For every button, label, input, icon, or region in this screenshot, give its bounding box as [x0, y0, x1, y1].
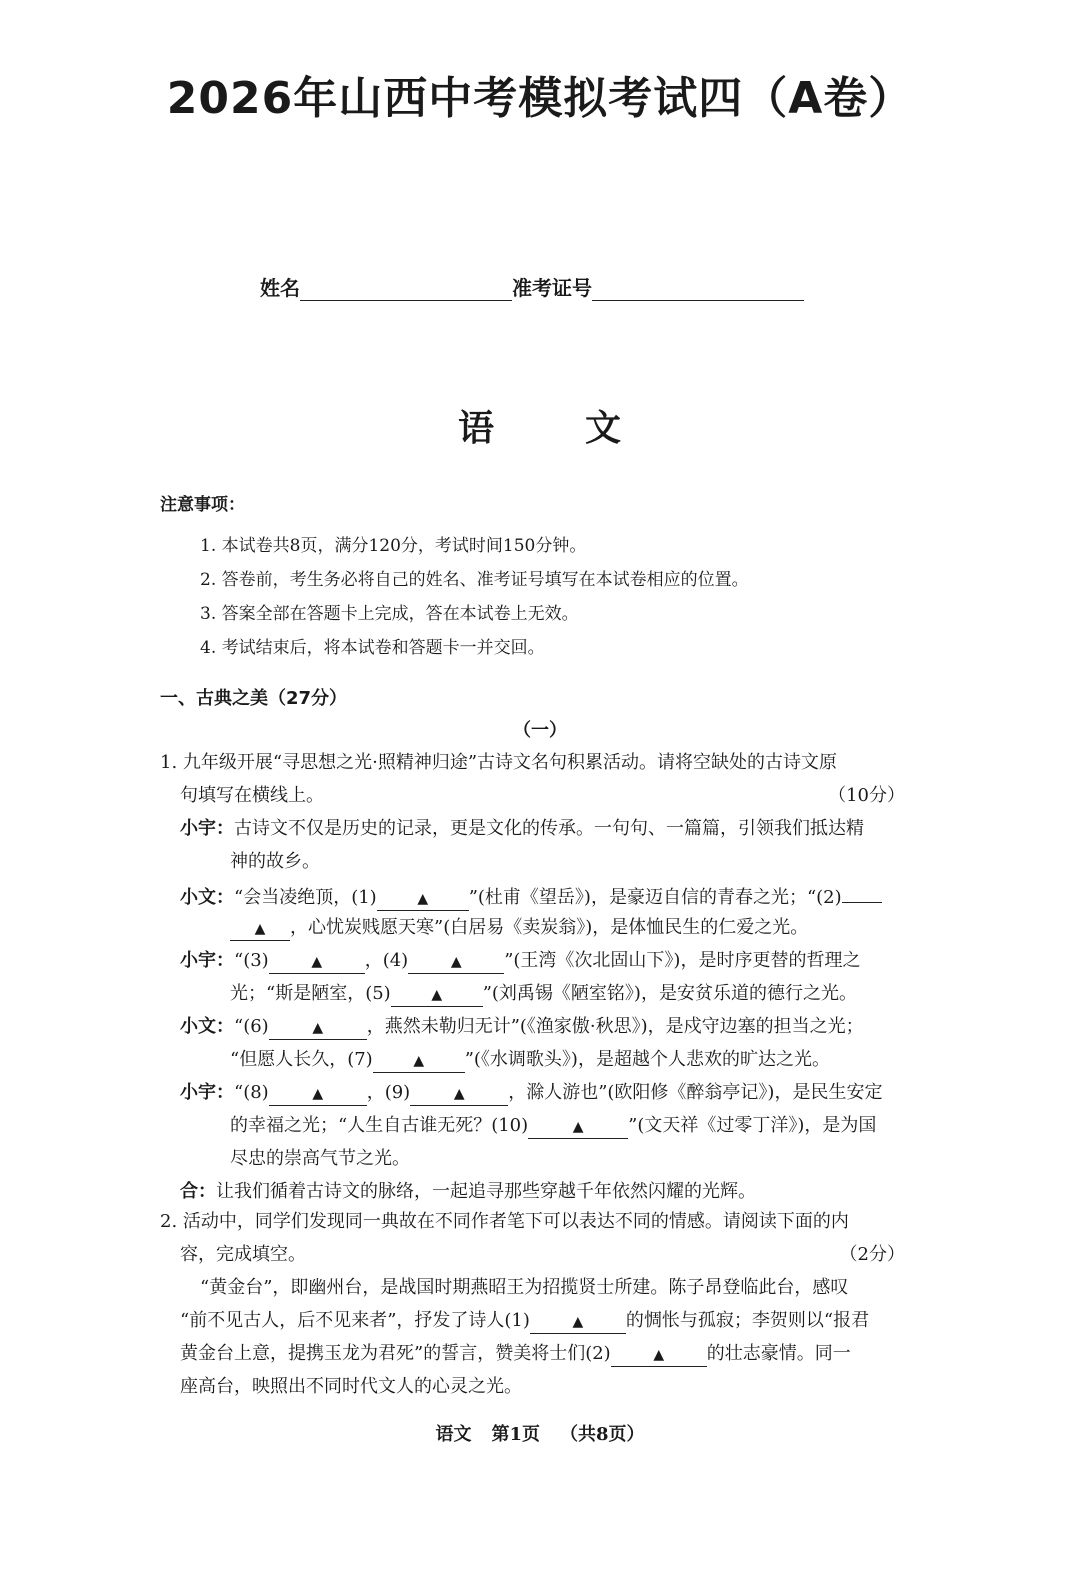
answer-blank-q2-2[interactable] [611, 1342, 707, 1367]
dialogue-text: 让我们循着古诗文的脉络，一起追寻那些穿越千年依然闪耀的光辉。 [216, 1181, 756, 1202]
subject-char-1: 语 [457, 407, 495, 449]
question-score: （10分） [828, 785, 905, 806]
blank-marker-icon: ▲ [572, 1314, 584, 1330]
footer-page: 第1页 [491, 1424, 540, 1445]
answer-blank-5[interactable] [391, 982, 483, 1007]
dialogue-line [160, 1076, 905, 1109]
notice-item: 1. 本试卷共8页，满分120分，考试时间150分钟。 [200, 536, 587, 556]
speaker-label: 合： [180, 1181, 216, 1202]
passage-line [160, 1337, 905, 1370]
dialogue-text: ”(《水调歌头》)，是超越个人悲欢的旷达之光。 [464, 1049, 830, 1070]
dialogue-text: “(6) [234, 1016, 269, 1037]
question-text: 句填写在横线上。 [180, 785, 324, 806]
dialogue-text: 尽忠的崇高气节之光。 [230, 1148, 410, 1169]
subject-title [0, 400, 1080, 451]
notice-item: 4. 考试结束后，将本试卷和答题卡一并交回。 [200, 638, 545, 658]
id-line [592, 278, 804, 301]
dialogue-text: ，滁人游也”(欧阳修《醉翁亭记》)，是民生安定 [508, 1082, 883, 1103]
speaker-label: 小宇： [180, 1082, 234, 1103]
dialogue-text: “(8) [234, 1082, 269, 1103]
question-text-line2 [160, 779, 905, 812]
dialogue-line [160, 812, 905, 845]
answer-blank-2[interactable] [842, 878, 882, 903]
blank-marker-icon: ▲ [254, 921, 266, 937]
answer-blank-2-cont[interactable] [230, 916, 290, 941]
question-text: 1. 九年级开展“寻思想之光·照精神归途”古诗文名句积累活动。请将空缺处的古诗文原 [160, 752, 838, 773]
dialogue-line [160, 944, 905, 977]
dialogue-text: ，(4) [364, 950, 409, 971]
exam-title: 2026年山西中考模拟考试四（A卷） [166, 73, 914, 124]
dialogue-text: ”(王湾《次北固山下》)，是时序更替的哲理之 [504, 950, 861, 971]
passage-text: 的惆怅与孤寂；李贺则以“报君 [625, 1310, 870, 1331]
speaker-label: 小文： [180, 887, 234, 908]
notice-item: 3. 答案全部在答题卡上完成，答在本试卷上无效。 [200, 604, 579, 624]
answer-blank-7[interactable] [373, 1048, 465, 1073]
blank-marker-icon: ▲ [312, 1020, 324, 1036]
dialogue-line [160, 977, 905, 1010]
candidate-fields [260, 272, 820, 301]
speaker-label: 小文： [180, 1016, 234, 1037]
dialogue-text: “会当凌绝顶，(1) [234, 887, 377, 908]
question-text-line2 [160, 1238, 905, 1271]
blank-marker-icon: ▲ [413, 1053, 425, 1069]
notice-heading: 注意事项： [160, 495, 245, 515]
blank-marker-icon: ▲ [417, 891, 429, 907]
answer-blank-6[interactable] [269, 1015, 367, 1040]
question-text: 2. 活动中，同学们发现同一典故在不同作者笔下可以表达不同的情感。请阅读下面的内 [160, 1211, 849, 1232]
dialogue-text: ”(文天祥《过零丁洋》)，是为国 [628, 1115, 877, 1136]
dialogue-line [160, 1010, 905, 1043]
blank-marker-icon: ▲ [312, 1086, 324, 1102]
footer-total: （共8页） [560, 1424, 645, 1445]
page-footer [0, 1420, 1080, 1446]
dialogue-text: “(3) [234, 950, 269, 971]
answer-blank-8[interactable] [269, 1081, 367, 1106]
dialogue-line [160, 1175, 905, 1208]
dialogue-text: 的幸福之光；“人生自古谁无死？(10) [230, 1115, 529, 1136]
dialogue-text: ”(刘禹锡《陋室铭》)，是安贫乐道的德行之光。 [482, 983, 857, 1004]
passage-text: “黄金台”，即幽州台，是战国时期燕昭王为招揽贤士所建。陈子昂登临此台，感叹 [200, 1277, 849, 1298]
dialogue-text: ，(9) [366, 1082, 411, 1103]
dialogue-line [160, 878, 905, 911]
dialogue-text: ，心忧炭贱愿天寒”(白居易《卖炭翁》)，是体恤民生的仁爱之光。 [290, 917, 809, 938]
passage-text: 的壮志豪情。同一 [706, 1343, 851, 1364]
section-heading: 一、古典之美（27分） [160, 688, 348, 709]
blank-marker-icon: ▲ [431, 987, 443, 1003]
dialogue-text: 古诗文不仅是历史的记录，更是文化的传承。一句句、一篇篇，引领我们抵达精 [234, 818, 864, 839]
subject-char-2: 文 [585, 407, 623, 449]
answer-blank-1[interactable] [377, 886, 469, 911]
dialogue-line [160, 911, 905, 944]
subsection-heading: （一） [513, 720, 567, 741]
dialogue-text: “但愿人长久，(7) [230, 1049, 373, 1070]
blank-marker-icon: ▲ [311, 954, 323, 970]
dialogue-text: 光；“斯是陋室，(5) [230, 983, 391, 1004]
question-score: （2分） [839, 1244, 905, 1265]
answer-blank-3[interactable] [269, 949, 365, 974]
passage-text: 黄金台上意，提携玉龙为君死”的誓言，赞美将士们(2) [180, 1343, 611, 1364]
passage-line [160, 1304, 905, 1337]
blank-marker-icon: ▲ [572, 1119, 584, 1135]
dialogue-line [160, 1043, 905, 1076]
dialogue-text: 神的故乡。 [230, 851, 320, 872]
name-label: 姓名 [260, 276, 300, 300]
answer-blank-9[interactable] [410, 1081, 508, 1106]
blank-marker-icon: ▲ [453, 1086, 465, 1102]
id-label: 准考证号 [512, 276, 592, 300]
footer-subject: 语文 [435, 1424, 472, 1445]
question-1 [160, 746, 905, 1208]
passage-text: 座高台，映照出不同时代文人的心灵之光。 [180, 1376, 522, 1397]
notice-item: 2. 答卷前，考生务必将自己的姓名、准考证号填写在本试卷相应的位置。 [200, 570, 749, 590]
speaker-label: 小宇： [180, 950, 234, 971]
answer-blank-4[interactable] [408, 949, 504, 974]
speaker-label: 小宇： [180, 818, 234, 839]
blank-marker-icon: ▲ [450, 954, 462, 970]
answer-blank-q2-1[interactable] [530, 1309, 626, 1334]
blank-marker-icon: ▲ [653, 1347, 665, 1363]
notice-block [160, 490, 920, 665]
passage-text: “前不见古人，后不见来者”，抒发了诗人(1) [180, 1310, 530, 1331]
question-text: 容，完成填空。 [180, 1244, 306, 1265]
dialogue-text: ，燕然未勒归无计”(《渔家傲·秋思》)，是戍守边塞的担当之光； [366, 1016, 864, 1037]
answer-blank-10[interactable] [528, 1114, 628, 1139]
dialogue-text: ”(杜甫《望岳》)，是豪迈自信的青春之光；“(2) [468, 887, 842, 908]
name-line [300, 278, 512, 301]
question-2 [160, 1205, 905, 1403]
dialogue-line [160, 1109, 905, 1142]
